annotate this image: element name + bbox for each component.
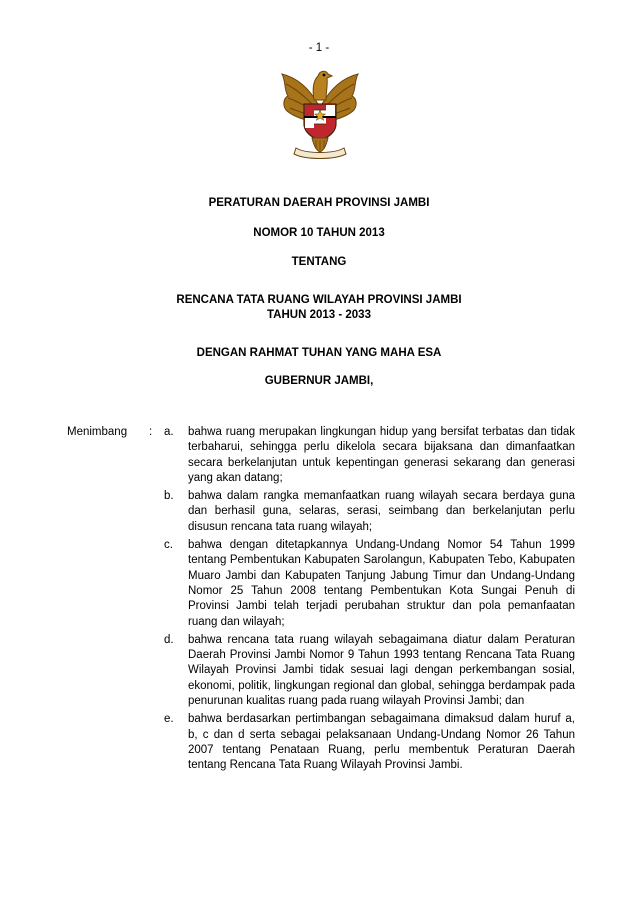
regulation-number: NOMOR 10 TAHUN 2013: [253, 227, 385, 239]
garuda-emblem-icon: [272, 60, 368, 164]
regulation-subject-line1: RENCANA TATA RUANG WILAYAH PROVINSI JAMBI: [176, 294, 462, 306]
item-text: bahwa dalam rangka memanfaatkan ruang wilayah secara berdaya guna dan berhasil guna, selaras, serasi, seimbang dan berkelanjutan perlu disusun rencana tata ruang wilayah;: [188, 490, 575, 533]
considering-item-a: [164, 425, 575, 486]
item-letter: c.: [164, 539, 173, 552]
considering-colon: :: [149, 426, 153, 438]
item-text: bahwa berdasarkan pertimbangan sebagaimana dimaksud dalam huruf a, b, c dan d serta sebagai pelaksanaan Undang-Undang Nomor 26 Tahun 2007 tentang Penataan Ruang, perlu membentuk Peraturan Daerah tentang Rencana Tata Ruang Wilayah Provinsi Jambi.: [188, 713, 575, 772]
item-text: bahwa ruang merupakan lingkungan hidup yang bersifat terbatas dan tidak terbaharui, sehingga perlu dikelola secara bijaksana dan dimanfaatkan secara berkelanjutan untuk kepentingan generasi sekarang dan generasi yang akan datang;: [188, 426, 575, 484]
item-text: bahwa rencana tata ruang wilayah sebagaimana diatur dalam Peraturan Daerah Provinsi Jambi Nomor 9 Tahun 1993 tentang Rencana Tata Ruang Wilayah Provinsi Jambi tidak sesuai lagi dengan perkembangan sosial, ekonomi, politik, lingkungan regional dan global, sehingga berdampak pada penurunan kualitas ruang pada ruang wilayah Provinsi Jambi; dan: [188, 633, 575, 708]
governor-line: GUBERNUR JAMBI,: [264, 375, 374, 387]
considering-label: Menimbang: [67, 426, 128, 438]
considering-item-c: [164, 538, 575, 630]
item-text: bahwa dengan ditetapkannya Undang-Undang Nomor 54 Tahun 1999 tentang Pembentukan Kabupaten Sarolangun, Kabupaten Tebo, Kabupaten Muaro Jambi dan Kabupaten Tanjung Jabung Timur dan Undang-Undang Nomor 25 Tahun 2008 tentang Pembentukan Kota Sungai Penuh di Provinsi Jambi telah terjadi perubahan struktur dan pola pemanfaatan ruang dan wilayah;: [188, 539, 575, 628]
considering-item-b: [164, 489, 575, 535]
regulation-title: PERATURAN DAERAH PROVINSI JAMBI: [208, 197, 430, 209]
regulation-subject-line2: TAHUN 2013 - 2033: [267, 309, 371, 321]
item-letter: b.: [164, 490, 174, 503]
item-letter: d.: [164, 633, 174, 646]
item-letter: a.: [164, 426, 174, 438]
page-number: - 1 -: [308, 42, 330, 54]
regulation-about: TENTANG: [291, 256, 347, 268]
considering-item-d: [164, 633, 575, 709]
item-letter: e.: [164, 713, 174, 726]
blessing-line: DENGAN RAHMAT TUHAN YANG MAHA ESA: [196, 347, 442, 359]
considering-item-e: [164, 712, 575, 773]
considering-list: [164, 425, 575, 777]
